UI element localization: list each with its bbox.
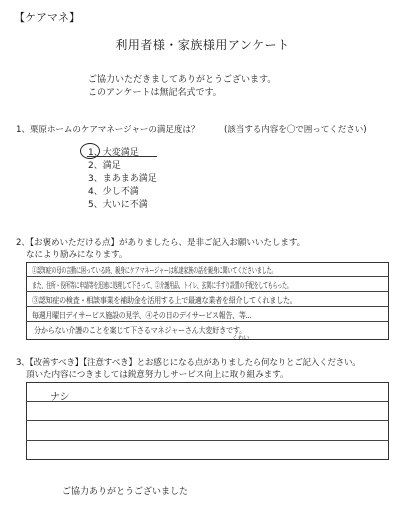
q2-question-line-1: 2、【お褒めいただける点】がありましたら、是非ご記入お願いいたします。 <box>16 238 306 248</box>
q1-option-4[interactable]: 4、少し不満 <box>88 187 139 197</box>
q2-answer-line-2: また、住所・役所等に申請等を迅速に処理して下さって、②介護用品、トイレ、玄関に手すり設置の手配をしてもらった。 <box>32 280 292 290</box>
intro-line-1: ご協力いただきましてありがとうございます。 <box>88 75 277 85</box>
q2-ruled-line <box>26 291 389 292</box>
q2-ruled-line <box>26 321 389 322</box>
q1-question-text: 1、栗原ホームのケアマネージャーの満足度は？ <box>16 125 200 135</box>
q1-option-2[interactable]: 2、満足 <box>88 161 121 171</box>
q3-ruled-line <box>26 440 389 441</box>
intro-line-2: このアンケートは無記名式です。 <box>88 88 222 98</box>
closing-message: ご協力ありがとうございました <box>62 487 189 497</box>
q2-ruled-line <box>26 276 389 277</box>
q3-answer: ナシ <box>50 392 70 403</box>
q1-option-3[interactable]: 3、まあまあ満足 <box>88 174 157 184</box>
q1-option-5[interactable]: 5、大いに不満 <box>88 200 148 210</box>
q3-ruled-line <box>26 401 389 402</box>
q2-question-line-2: なにより励みになります。 <box>26 250 128 260</box>
q2-ruled-line <box>26 306 389 307</box>
q1-option-1[interactable]: 1、大変満足 <box>88 148 139 158</box>
q3-question-line-2: 頂いた内容につきましては鋭意努力しサービス向上に取り組みます。 <box>26 370 289 380</box>
q3-question-line-1: 3、【改善すべき】【注意すべき】とお感じになる点がありましたら何なりとご記入ください。 <box>16 358 361 368</box>
q1-instruction: (該当する内容を〇で囲ってください) <box>224 125 367 135</box>
q1-question <box>16 123 366 135</box>
q2-answer-line-3: ③認知症の検査・相談事業を補助金を活用する上で最適な業者を紹介してくれました。 <box>32 295 297 305</box>
page-title: 利用者様・家族様用アンケート <box>115 38 290 52</box>
q2-answer-line-4: 毎週月曜日デイサービス施設の見学、④その日のデイサービス報告、等... <box>32 310 252 320</box>
form-tag: 【ケアマネ】 <box>14 11 80 24</box>
q2-answer-line-5: 分からない介護のことを案じて下さるマネジャーさん大変好きです。 <box>34 325 247 335</box>
q3-answer-box[interactable] <box>26 382 389 460</box>
q2-answer-note: くわい <box>232 335 250 342</box>
q2-answer-line-1: ①認知症の母の言動に困っている時、親身にケアマネージャーは私達家族の話を親身に聞いてくださいました。 <box>32 265 277 275</box>
q3-ruled-line <box>26 420 389 421</box>
